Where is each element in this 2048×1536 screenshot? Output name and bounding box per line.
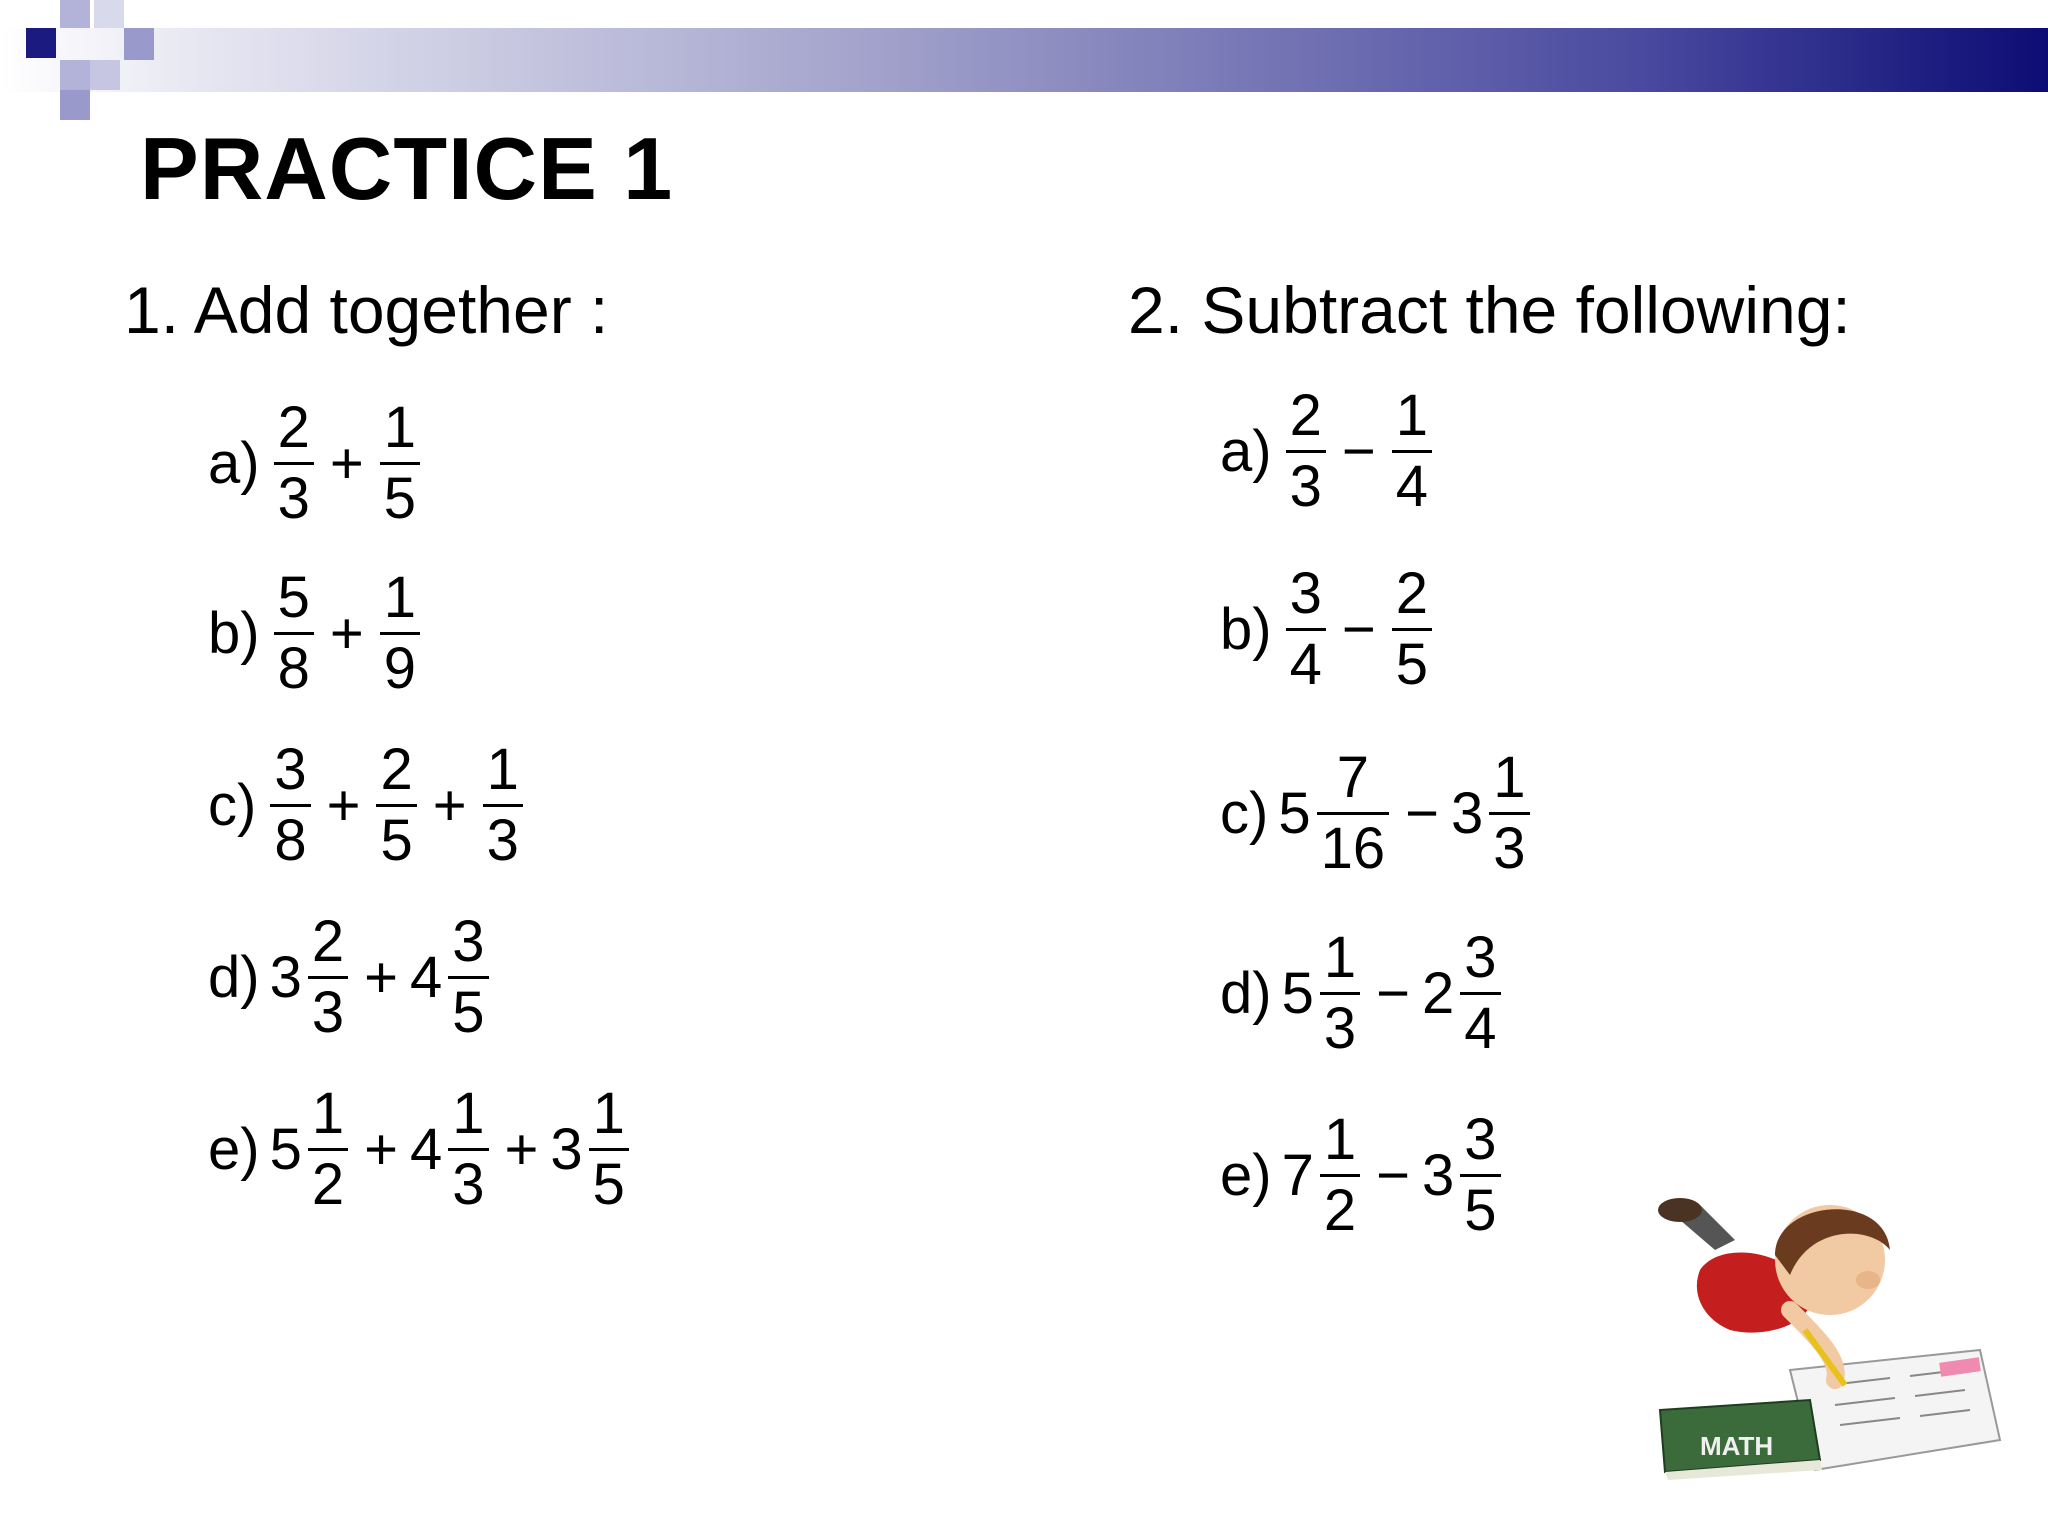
fraction [1320, 926, 1360, 1061]
denominator: 5 [1464, 1177, 1497, 1243]
fraction [1460, 1108, 1500, 1243]
operator: − [1405, 780, 1439, 846]
problem-label: c) [208, 772, 257, 838]
problem-label: b) [1220, 596, 1272, 662]
fraction-bar [274, 632, 314, 635]
fraction-bar [380, 462, 420, 465]
numerator: 1 [1323, 924, 1357, 990]
denominator: 4 [1289, 631, 1322, 697]
problem-label: e) [208, 1116, 260, 1182]
fraction [1286, 384, 1326, 519]
denominator: 8 [277, 635, 310, 701]
numerator: 7 [1336, 744, 1369, 810]
subtract-problem-c [1220, 728, 1534, 898]
fraction-bar [589, 1148, 629, 1151]
operator: + [329, 600, 364, 666]
numerator: 3 [1464, 1106, 1497, 1172]
numerator: 1 [383, 564, 416, 630]
denominator: 3 [1493, 815, 1526, 881]
subtract-problem-b [1220, 544, 1436, 714]
fraction-bar [308, 1148, 348, 1151]
slide-title: PRACTICE 1 [140, 119, 674, 218]
whole-number: 4 [409, 1116, 443, 1182]
header-square [60, 0, 90, 28]
numerator: 2 [311, 908, 345, 974]
numerator: 1 [383, 394, 416, 460]
operator: − [1376, 1142, 1410, 1208]
operator: − [1341, 418, 1376, 484]
denominator: 3 [311, 979, 345, 1045]
add-problem-b [208, 548, 424, 718]
operator: + [329, 430, 364, 496]
fraction-bar [1392, 628, 1432, 631]
problem-label: a) [1220, 418, 1272, 484]
denominator: 3 [277, 465, 310, 531]
header-square [60, 60, 90, 90]
operator: − [1341, 596, 1376, 662]
fraction-bar [1317, 812, 1390, 815]
operator: + [504, 1116, 539, 1182]
whole-number: 5 [269, 1116, 302, 1182]
fraction-bar [1460, 1174, 1500, 1177]
whole-number: 3 [269, 944, 302, 1010]
section1-heading: 1. Add together : [124, 273, 609, 347]
denominator: 3 [1323, 995, 1357, 1061]
whole-number: 5 [1278, 780, 1311, 846]
header-gradient-bar [0, 28, 2048, 92]
operator: + [432, 772, 467, 838]
fraction [274, 396, 314, 531]
operator: + [364, 944, 398, 1010]
header-square [26, 28, 56, 58]
numerator: 1 [1493, 744, 1526, 810]
fraction-bar [1460, 992, 1500, 995]
numerator: 3 [1464, 924, 1497, 990]
whole-number: 3 [1450, 780, 1484, 846]
fraction [1392, 384, 1432, 519]
numerator: 3 [274, 736, 307, 802]
numerator: 3 [1289, 560, 1322, 626]
numerator: 2 [380, 736, 413, 802]
operator: + [326, 772, 361, 838]
denominator: 8 [274, 807, 307, 873]
fraction-bar [448, 1148, 488, 1151]
operator: + [364, 1116, 398, 1182]
fraction [376, 738, 416, 873]
denominator: 5 [592, 1151, 625, 1217]
denominator: 3 [1289, 453, 1322, 519]
student-nose [1856, 1271, 1880, 1289]
fraction [1286, 562, 1326, 697]
numerator: 1 [1323, 1106, 1357, 1172]
denominator: 5 [383, 465, 416, 531]
problem-label: d) [208, 944, 260, 1010]
header-square [90, 60, 120, 90]
fraction [1489, 746, 1529, 881]
fraction [448, 910, 488, 1045]
add-problem-c [208, 720, 527, 890]
fraction-bar [1320, 1174, 1360, 1177]
fraction-bar [1286, 628, 1326, 631]
whole-number: 4 [409, 944, 443, 1010]
fraction [270, 738, 310, 873]
student-doing-math-clipart [1640, 1180, 2020, 1480]
numerator: 5 [277, 564, 310, 630]
denominator: 16 [1320, 815, 1386, 881]
fraction [1460, 926, 1500, 1061]
header-square [60, 90, 90, 120]
problem-label: e) [1220, 1142, 1272, 1208]
fraction-bar [483, 804, 523, 807]
fraction [380, 566, 420, 701]
subtract-problem-d [1220, 908, 1505, 1078]
book-label: MATH [1700, 1431, 1774, 1461]
denominator: 3 [486, 807, 519, 873]
fraction-bar [308, 976, 348, 979]
fraction-bar [380, 632, 420, 635]
denominator: 3 [452, 1151, 485, 1217]
fraction-bar [1392, 450, 1432, 453]
numerator: 2 [1395, 560, 1428, 626]
numerator: 3 [452, 908, 485, 974]
add-problem-d [208, 892, 493, 1062]
numerator: 1 [592, 1080, 625, 1146]
add-problem-e [208, 1064, 633, 1234]
fraction [308, 1082, 348, 1217]
numerator: 1 [452, 1080, 485, 1146]
fraction [274, 566, 314, 701]
problem-label: c) [1220, 780, 1269, 846]
section2-heading: 2. Subtract the following: [1128, 273, 1851, 347]
problem-label: a) [208, 430, 260, 496]
fraction-bar [1489, 812, 1529, 815]
fraction [1320, 1108, 1360, 1243]
fraction-bar [1320, 992, 1360, 995]
problem-label: d) [1220, 960, 1272, 1026]
fraction [589, 1082, 629, 1217]
fraction-bar [1286, 450, 1326, 453]
whole-number: 3 [550, 1116, 583, 1182]
subtract-problem-a [1220, 366, 1436, 536]
denominator: 2 [311, 1151, 345, 1217]
fraction-bar [376, 804, 416, 807]
fraction [1392, 562, 1432, 697]
fraction-bar [274, 462, 314, 465]
fraction [1317, 746, 1390, 881]
student-shoe [1658, 1198, 1702, 1222]
operator: − [1376, 960, 1410, 1026]
numerator: 1 [1395, 382, 1428, 448]
denominator: 4 [1395, 453, 1428, 519]
subtract-problem-e [1220, 1090, 1505, 1260]
whole-number: 3 [1421, 1142, 1455, 1208]
numerator: 1 [486, 736, 519, 802]
add-problem-a [208, 378, 424, 548]
denominator: 5 [452, 979, 485, 1045]
fraction [380, 396, 420, 531]
whole-number: 5 [1281, 960, 1314, 1026]
denominator: 4 [1464, 995, 1497, 1061]
fraction [483, 738, 523, 873]
header-square [94, 0, 124, 28]
denominator: 9 [383, 635, 416, 701]
whole-number: 7 [1281, 1142, 1314, 1208]
fraction [308, 910, 348, 1045]
denominator: 5 [1395, 631, 1428, 697]
header-square [124, 28, 154, 60]
fraction-bar [448, 976, 488, 979]
denominator: 2 [1323, 1177, 1357, 1243]
fraction-bar [270, 804, 310, 807]
denominator: 5 [380, 807, 413, 873]
numerator: 1 [311, 1080, 345, 1146]
numerator: 2 [1289, 382, 1322, 448]
numerator: 2 [277, 394, 310, 460]
fraction [448, 1082, 488, 1217]
problem-label: b) [208, 600, 260, 666]
whole-number: 2 [1421, 960, 1455, 1026]
